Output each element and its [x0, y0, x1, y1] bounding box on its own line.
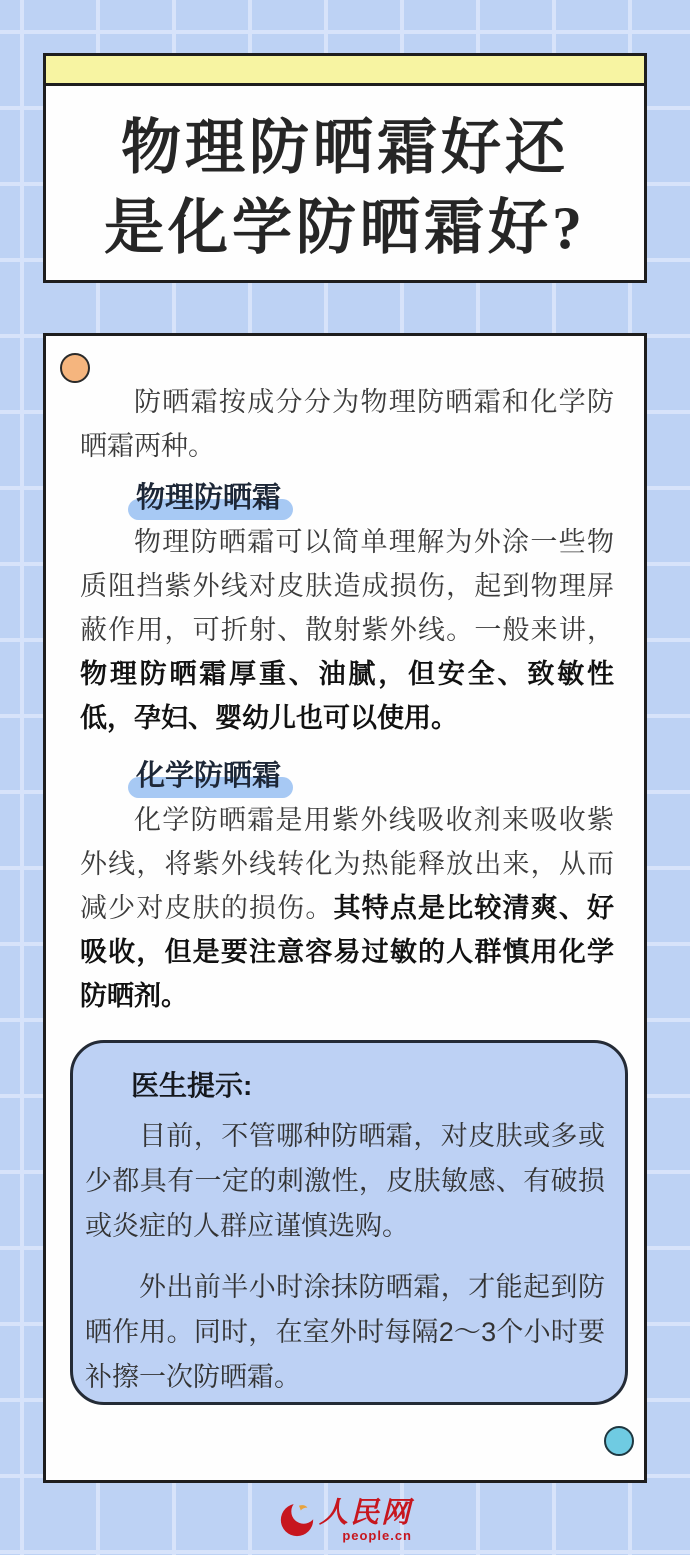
doctor-tip-box: [70, 1040, 628, 1405]
tip-box-heading: 医生提示:: [131, 1070, 253, 1101]
title-card: [43, 53, 647, 283]
chemical-sunscreen-paragraph: [80, 798, 614, 1018]
logo-domain: people.cn: [342, 1528, 412, 1543]
physical-paragraph-normal: 物理防晒霜可以简单理解为外涂一些物质阻挡紫外线对皮肤造成损伤，起到物理屏蔽作用，可折射、散射紫外线。一般来讲，: [80, 527, 614, 645]
heading-physical-text: 物理防晒霜: [136, 482, 282, 514]
section-heading-chemical: [136, 758, 614, 794]
title-line-1: 物理防晒霜好还: [121, 115, 569, 181]
physical-paragraph-bold: 物理防晒霜厚重、油腻，但安全、致敏性低，孕妇、婴幼儿也可以使用。: [80, 659, 614, 733]
yellow-header-strip: [46, 56, 644, 86]
section-heading-physical: [136, 480, 614, 516]
intro-paragraph: 防晒霜按成分分为物理防晒霜和化学防晒霜两种。: [80, 387, 614, 461]
chemical-paragraph-bold: 其特点是比较清爽、好吸收，但是要注意容易过敏的人群慎用化学防晒剂。: [80, 893, 614, 1011]
heading-chemical-sunscreen: [136, 758, 281, 794]
tip-paragraph-1: 目前，不管哪种防晒霜，对皮肤或多或少都具有一定的刺激性，皮肤敏感、有破损或炎症的人群应谨慎选购。: [85, 1121, 605, 1241]
content-card: [43, 333, 647, 1483]
heading-chemical-text: 化学防晒霜: [136, 760, 282, 792]
poster-title: [46, 108, 644, 268]
cyan-dot-decoration: [604, 1426, 634, 1456]
orange-dot-decoration: [60, 353, 90, 383]
title-line-2: 是化学防晒霜好?: [104, 195, 586, 261]
logo-text-block: [319, 1498, 412, 1542]
heading-physical-sunscreen: [136, 480, 281, 516]
chemical-paragraph-normal: 化学防晒霜是用紫外线吸收剂来吸收紫外线，将紫外线转化为热能释放出来，从而减少对皮肤的损伤。: [80, 805, 614, 923]
tip-paragraph-2: 外出前半小时涂抹防晒霜，才能起到防晒作用。同时，在室外时每隔2～3个小时要补擦一次防晒霜。: [85, 1272, 605, 1392]
article-content: [46, 336, 644, 1018]
logo-name: 人民网: [318, 1497, 412, 1529]
footer: [0, 1498, 690, 1542]
people-daily-logo-icon: [278, 1500, 316, 1538]
physical-sunscreen-paragraph: [80, 520, 614, 740]
